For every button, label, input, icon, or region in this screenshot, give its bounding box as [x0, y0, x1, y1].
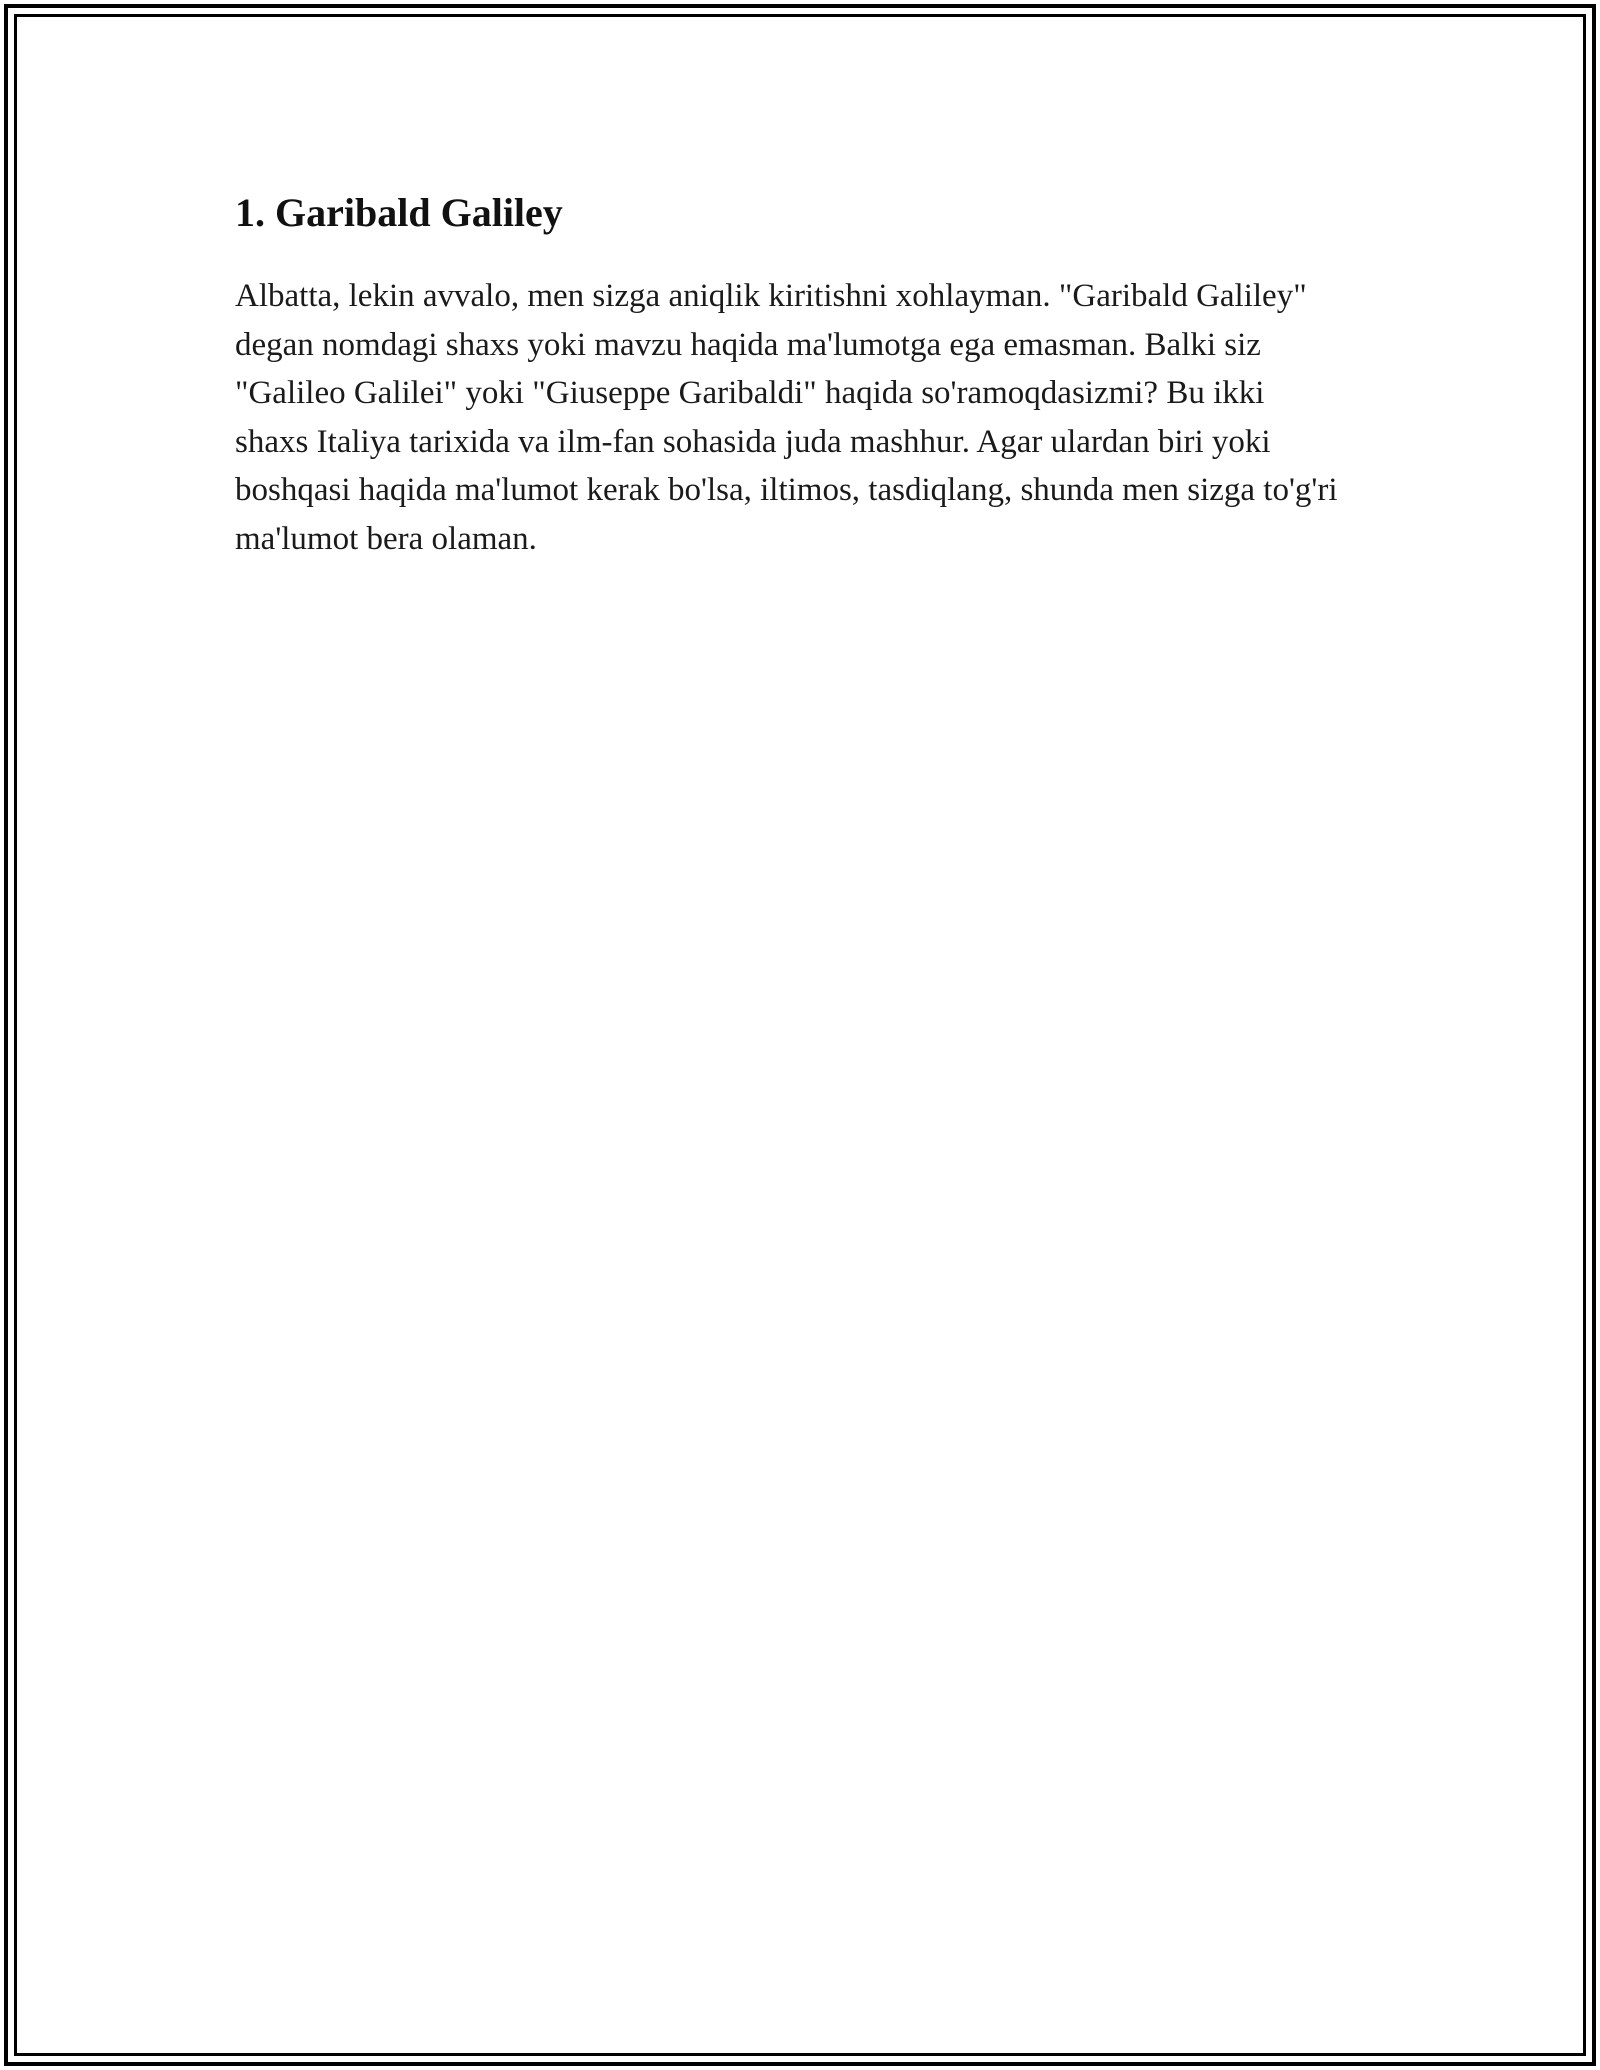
document-body [235, 186, 1345, 564]
section-heading: 1. Garibald Galiley [235, 190, 563, 235]
body-paragraph: Albatta, lekin avvalo, men sizga aniqlik kiritishni xohlayman. "Garibald Galiley" degan nomdagi shaxs yoki mavzu haqida ma'lumotga ega emasman. Balki siz "Galileo Galilei" yoki "Giuseppe Garibaldi" haqida so'ramoqdasizmi? Bu ikki shaxs Italiya tarixida va ilm-fan sohasida juda mashhur. Agar ulardan biri yoki boshqasi haqida ma'lumot kerak bo'lsa, iltimos, tasdiqlang, shunda men sizga to'g'ri ma'lumot bera olaman. [235, 278, 1338, 557]
